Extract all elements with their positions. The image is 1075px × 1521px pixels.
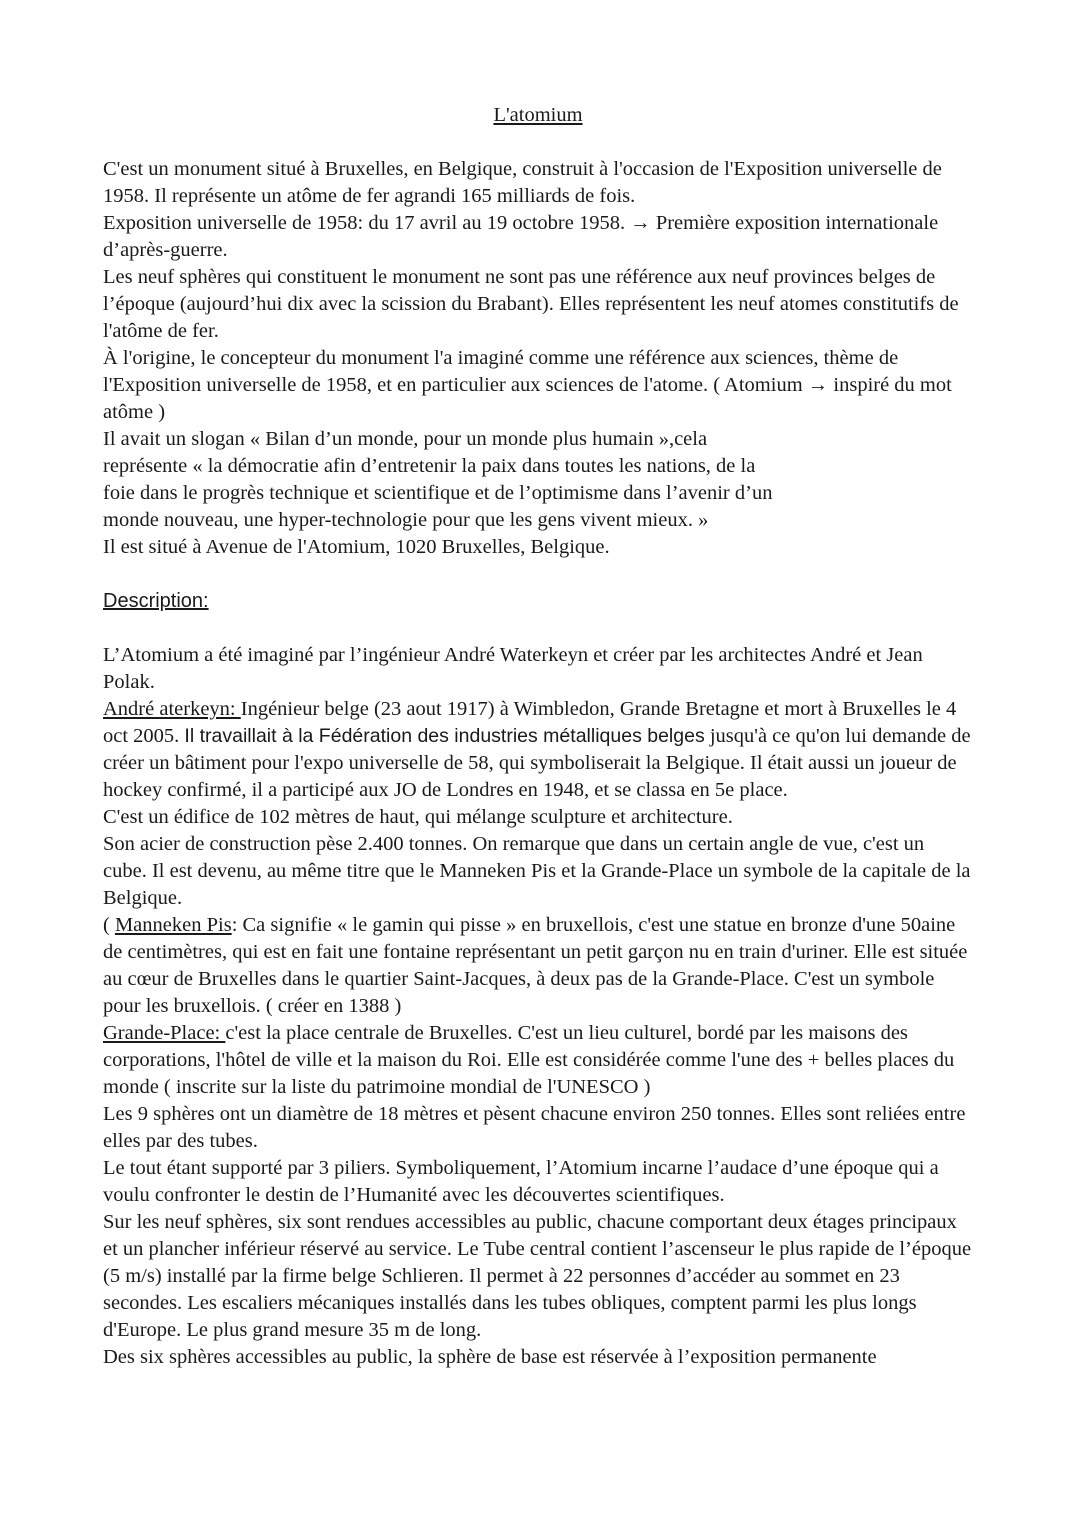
description-paragraph-1: L’Atomium a été imaginé par l’ingénieur André Waterkeyn et créer par les architectes André et Jean Polak. bbox=[103, 644, 923, 693]
intro-paragraph-3: Les neuf sphères qui constituent le monument ne sont pas une référence aux neuf provinces belges de l’époque (aujourd’hui dix avec la scission du Brabant). Elles représentent les neuf atomes constitutifs de l'atôme de fer. bbox=[103, 266, 959, 342]
description-paragraph-8: Le tout étant supporté par 3 piliers. Symboliquement, l’Atomium incarne l’audace d’une époque qui a voulu confronter le destin de l’Humanité avec les découvertes scientifiques. bbox=[103, 1157, 939, 1206]
grandplace-text: c'est la place centrale de Bruxelles. C'est un lieu culturel, bordé par les maisons des corporations, l'hôtel de ville et la maison du Roi. Elle est considérée comme l'une des + belles places du monde ( inscrite sur la liste du patrimoine mondial de l'UNESCO ) bbox=[103, 1022, 955, 1098]
address-line: Il est situé à Avenue de l'Atomium, 1020 Bruxelles, Belgique. bbox=[103, 536, 610, 558]
grandplace-paragraph bbox=[103, 1020, 973, 1101]
waterkeyn-label: André aterkeyn: bbox=[103, 698, 241, 720]
waterkeyn-federation-text: Il travaillait à la Fédération des industries métalliques belges bbox=[184, 725, 705, 747]
waterkeyn-text-1: Ingénieur belge (23 aout 1917) à Wimbledon, Grande Bretagne et mort à Bruxelles le 4 oct 2005. bbox=[103, 698, 957, 747]
manneken-text: : Ca signifie « le gamin qui pisse » en bruxellois, c'est une statue en bronze d'une 50aine de centimètres, qui est en fait une fontaine représentant un petit garçon nu en train d'uriner. Elle est située au cœur de Bruxelles dans le quartier Saint-Jacques, à deux pas de la Grande-Place. C'est un symbole pour les bruxellois. ( créer en 1388 ) bbox=[103, 914, 968, 1017]
description-heading: Description: bbox=[103, 590, 209, 612]
intro-paragraph-4: À l'origine, le concepteur du monument l'a imaginé comme une référence aux sciences, thème de l'Exposition universelle de 1958, et en particulier aux sciences de l'atome. ( Atomium → inspiré du mot atôme ) bbox=[103, 347, 952, 423]
slogan-line-3: foie dans le progrès technique et scientifique et de l’optimisme dans l’avenir d’un bbox=[103, 482, 773, 504]
description-paragraph-9: Sur les neuf sphères, six sont rendues accessibles au public, chacune comportant deux étages principaux et un plancher inférieur réservé au service. Le Tube central contient l’ascenseur le plus rapide de l’époque (5 m/s) installé par la firme belge Schlieren. Il permet à 22 personnes d’accéder au sommet en 23 secondes. Les escaliers mécaniques installés dans les tubes obliques, comptent parmi les plus longs d'Europe. Le plus grand mesure 35 m de long. bbox=[103, 1211, 972, 1341]
slogan-line-2: représente « la démocratie afin d’entretenir la paix dans toutes les nations, de la bbox=[103, 455, 756, 477]
description-paragraph-10: Des six sphères accessibles au public, la sphère de base est réservée à l’exposition permanente bbox=[103, 1346, 877, 1368]
description-paragraph-7: Les 9 sphères ont un diamètre de 18 mètres et pèsent chacune environ 250 tonnes. Elles sont reliées entre elles par des tubes. bbox=[103, 1103, 966, 1152]
document-title: L'atomium bbox=[493, 104, 583, 126]
manneken-paragraph bbox=[103, 912, 973, 1020]
grandplace-label: Grande-Place: bbox=[103, 1022, 226, 1044]
manneken-label: Manneken Pis bbox=[114, 914, 232, 936]
document-body bbox=[103, 102, 973, 1371]
intro-paragraph-1: C'est un monument situé à Bruxelles, en Belgique, construit à l'occasion de l'Exposition universelle de 1958. Il représente un atôme de fer agrandi 165 milliards de fois. bbox=[103, 158, 942, 207]
waterkeyn-text-2: jusqu'à ce qu'on lui demande de créer un bâtiment pour l'expo universelle de 58, qui symboliserait la Belgique. Il était aussi un joueur de hockey confirmé, il a participé aux JO de Londres en 1948, et se classa en 5e place. bbox=[103, 725, 971, 801]
manneken-prefix: ( bbox=[103, 914, 115, 936]
intro-paragraph-2: Exposition universelle de 1958: du 17 avril au 19 octobre 1958. → Première exposition internationale d’après-guerre. bbox=[103, 212, 939, 261]
description-paragraph-3: C'est un édifice de 102 mètres de haut, qui mélange sculpture et architecture. bbox=[103, 806, 733, 828]
slogan-line-1: Il avait un slogan « Bilan d’un monde, pour un monde plus humain »,cela bbox=[103, 428, 708, 450]
description-paragraph-4: Son acier de construction pèse 2.400 tonnes. On remarque que dans un certain angle de vue, c'est un cube. Il est devenu, au même titre que le Manneken Pis et la Grande-Place un symbole de la capitale de la Belgique. bbox=[103, 833, 971, 909]
slogan-line-4: monde nouveau, une hyper-technologie pour que les gens vivent mieux. » bbox=[103, 509, 709, 531]
waterkeyn-paragraph bbox=[103, 696, 973, 804]
